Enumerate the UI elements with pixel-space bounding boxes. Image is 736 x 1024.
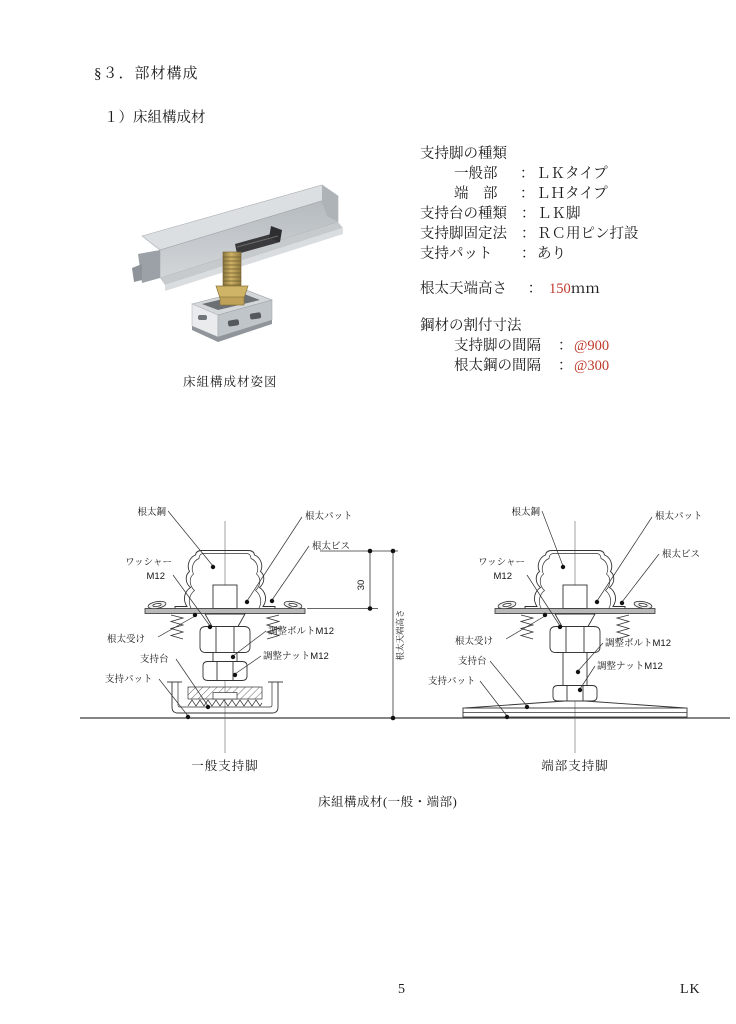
spec-row — [420, 224, 730, 244]
joist-receiver-label: 根太受け — [107, 634, 146, 645]
adjust-bolt-label: 調整ボルトM12 — [268, 626, 334, 637]
spec-label: 支持脚の間隔 — [454, 338, 541, 354]
spec-row — [420, 316, 730, 336]
joist-label: 根太鋼 — [137, 507, 166, 518]
spec-row — [420, 244, 730, 264]
spec-value: あり — [537, 246, 566, 262]
spec-row — [420, 184, 730, 204]
section-heading: §３．部材構成 — [94, 66, 199, 82]
support-leg-diagrams — [80, 495, 730, 785]
spec-colon: ： — [527, 281, 543, 297]
spec-label: 支持脚固定法 — [420, 226, 507, 242]
general-leg-caption: 一般支持脚 — [191, 759, 259, 773]
photo-caption: 床組構成材姿図 — [183, 375, 278, 389]
spec-label: 支持パット — [420, 246, 493, 262]
spec-label: 端 部 — [454, 186, 498, 202]
washer-label: ワッシャー — [478, 557, 525, 568]
spec-label: 鋼材の割付寸法 — [420, 318, 522, 334]
dimension-30-label: 30 — [356, 579, 367, 591]
spec-colon: ： — [558, 338, 573, 354]
support-pad-label: 支持パット — [428, 676, 476, 687]
washer-size-label: M12 — [146, 571, 165, 582]
spec-label: 根太天端高さ — [420, 281, 507, 297]
joist-screw-label: 根太ビス — [312, 541, 351, 552]
spec-colon: ： — [521, 226, 536, 242]
joist-pad-label: 根太パット — [655, 511, 703, 522]
spec-label: 根太鋼の間隔 — [454, 358, 541, 374]
spec-row — [420, 279, 730, 299]
joist-top-height-dim-label: 根太天端高さ — [395, 609, 405, 661]
sub-heading: １）床組構成材 — [104, 110, 206, 126]
joist-pad-label: 根太パット — [305, 511, 353, 522]
product-photo — [130, 158, 390, 364]
washer-size-label: M12 — [493, 571, 512, 582]
spec-colon: ： — [520, 186, 535, 202]
joist-label: 根太鋼 — [511, 507, 540, 518]
spec-colon: ： — [558, 358, 573, 374]
spec-row — [420, 164, 730, 184]
spec-value-highlight: @300 — [574, 358, 610, 374]
spec-label: 支持脚の種類 — [420, 146, 507, 162]
support-pad-label: 支持パット — [105, 674, 153, 685]
spec-value: ＬＫタイプ — [536, 166, 608, 182]
spec-label: 一般部 — [454, 166, 498, 182]
spec-row — [420, 204, 730, 224]
spec-value-highlight: @900 — [574, 338, 610, 354]
spec-colon: ： — [521, 206, 536, 222]
adjust-nut-label: 調整ナットM12 — [263, 651, 329, 662]
joist-receiver-label: 根太受け — [455, 636, 494, 647]
doc-code: LK — [680, 982, 701, 997]
spec-value: ＬＨタイプ — [536, 186, 608, 202]
spec-value-unit: ｍｍ — [570, 281, 600, 297]
spec-row — [420, 356, 730, 376]
diagram-caption: 床組構成材(一般・端部) — [318, 795, 458, 809]
spec-row — [420, 144, 730, 164]
spec-value: ＬＫ脚 — [537, 206, 581, 222]
spec-colon: ： — [521, 246, 536, 262]
support-base-label: 支持台 — [140, 654, 169, 665]
support-base-label: 支持台 — [458, 656, 487, 667]
spec-list — [420, 144, 730, 376]
general-support-leg — [105, 506, 405, 773]
spec-colon: ： — [520, 166, 535, 182]
washer-label: ワッシャー — [125, 557, 172, 568]
edge-leg-caption: 端部支持脚 — [541, 759, 609, 773]
spec-label: 支持台の種類 — [420, 206, 507, 222]
spec-value-highlight: 150 — [549, 281, 571, 297]
adjust-nut-label: 調整ナットM12 — [597, 661, 663, 672]
spec-value: ＲＣ用ピン打設 — [537, 226, 639, 242]
adjust-bolt-label: 調整ボルトM12 — [605, 638, 671, 649]
joist-screw-label: 根太ビス — [662, 549, 701, 560]
page-number: 5 — [398, 982, 405, 997]
edge-support-leg — [428, 506, 703, 773]
spec-row — [420, 336, 730, 356]
